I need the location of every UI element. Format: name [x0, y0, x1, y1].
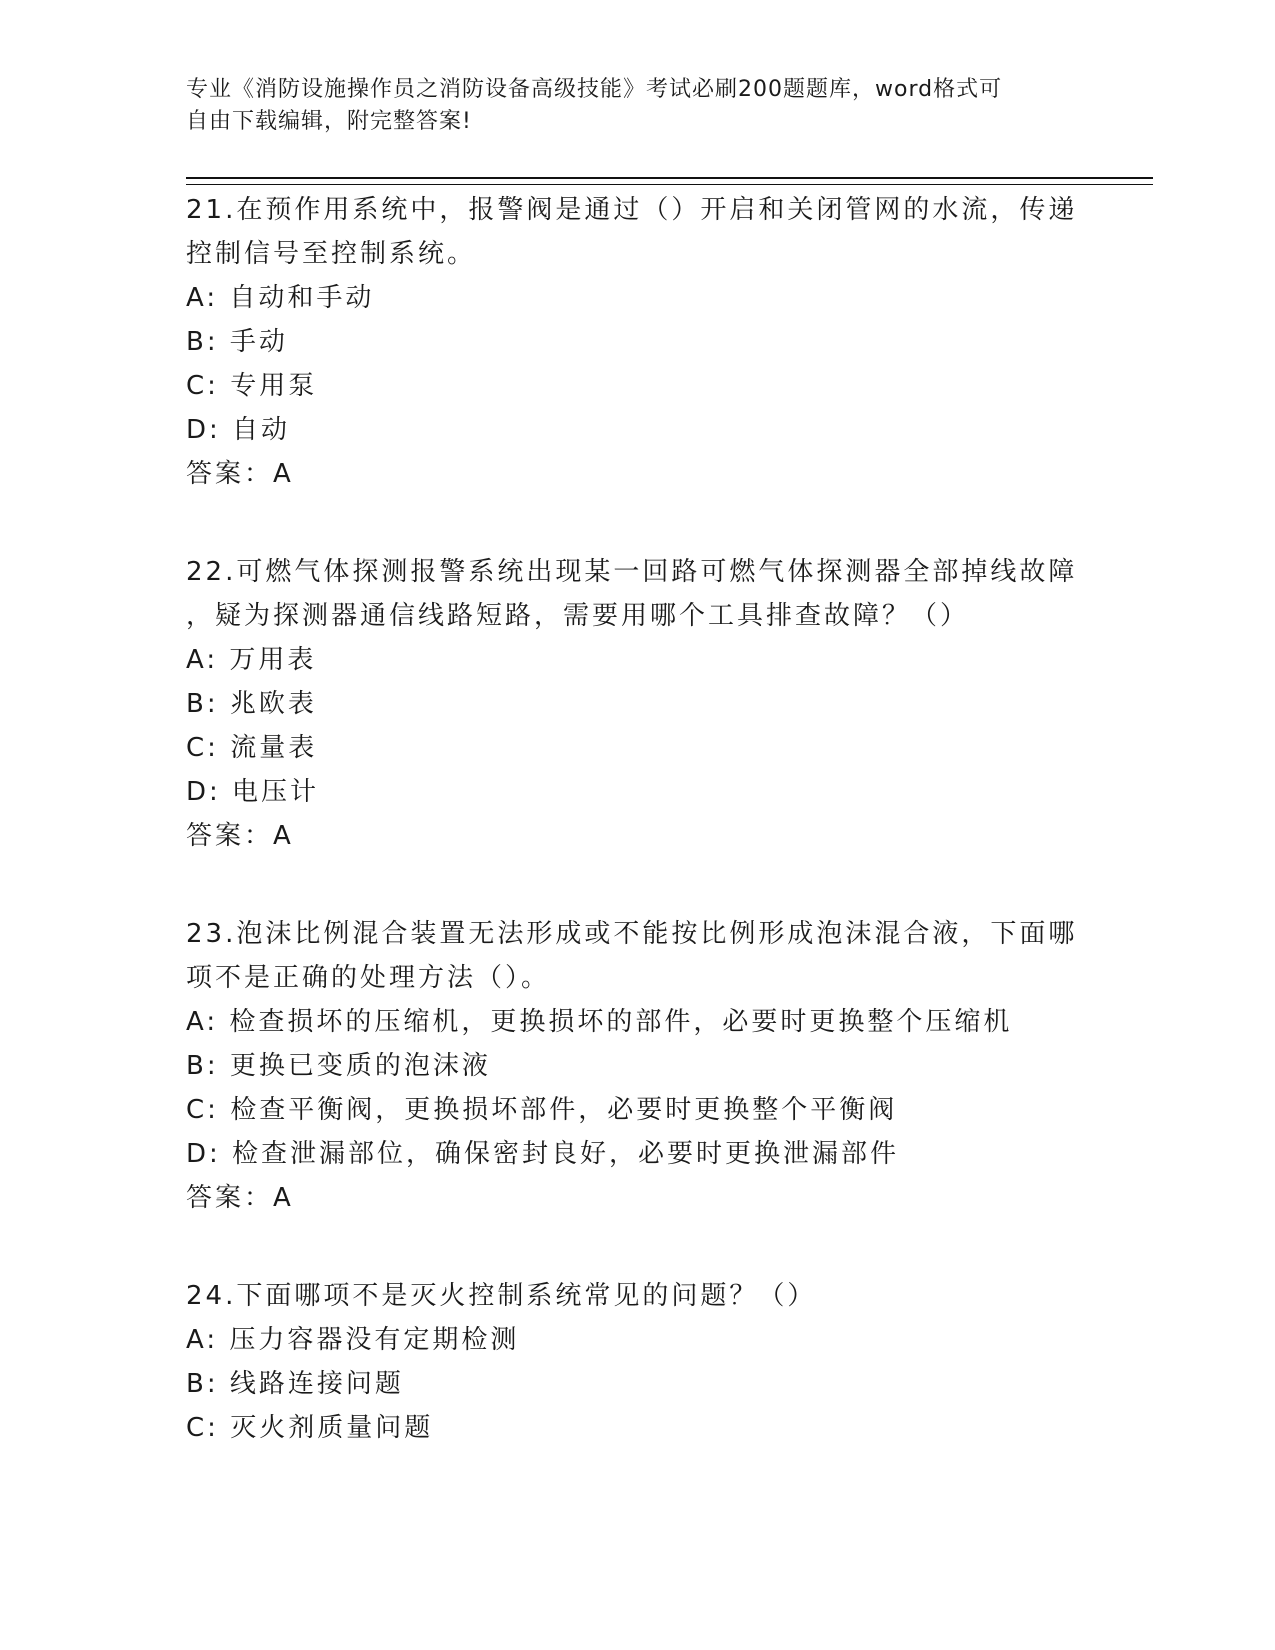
- option-text: 专用泵: [230, 371, 318, 401]
- option-c: [186, 1406, 1086, 1450]
- option-letter: D:: [186, 415, 221, 445]
- option-letter: A:: [186, 645, 219, 675]
- option-text: 检查泄漏部位，确保密封良好，必要时更换泄漏部件: [232, 1139, 900, 1169]
- option-text: 万用表: [229, 645, 317, 675]
- option-text: 流量表: [230, 733, 318, 763]
- option-text: 兆欧表: [229, 689, 317, 719]
- question-stem-line: 控制信号至控制系统。: [186, 239, 477, 269]
- document-header: [186, 74, 1076, 138]
- option-c: [186, 1088, 1086, 1132]
- option-letter: A:: [186, 283, 219, 313]
- option-letter: D:: [186, 1139, 221, 1169]
- option-letter: C:: [186, 733, 219, 763]
- option-letter: C:: [186, 1095, 219, 1125]
- question-stem-line: 22.可燃气体探测报警系统出现某一回路可燃气体探测器全部掉线故障: [186, 557, 1078, 587]
- question-block-24: [186, 1274, 1086, 1450]
- option-d: [186, 1132, 1086, 1176]
- option-letter: B:: [186, 1051, 219, 1081]
- option-letter: C:: [186, 371, 219, 401]
- question-stem: [186, 912, 1086, 1000]
- question-block-22: [186, 550, 1086, 858]
- option-a: [186, 638, 1086, 682]
- option-letter: B:: [186, 689, 219, 719]
- option-a: [186, 276, 1086, 320]
- header-divider-thin: [186, 184, 1153, 185]
- option-text: 检查平衡阀，更换损坏部件，必要时更换整个平衡阀: [230, 1095, 898, 1125]
- option-text: 自动: [232, 415, 291, 445]
- option-text: 线路连接问题: [229, 1369, 404, 1399]
- option-text: 灭火剂质量问题: [230, 1413, 434, 1443]
- option-text: 检查损坏的压缩机，更换损坏的部件，必要时更换整个压缩机: [229, 1007, 1013, 1037]
- answer-label: 答案：A: [186, 1183, 294, 1213]
- option-text: 手动: [229, 327, 288, 357]
- option-d: [186, 770, 1086, 814]
- question-block-23: [186, 912, 1086, 1220]
- question-stem-line: ，疑为探测器通信线路短路，需要用哪个工具排查故障？（）: [186, 601, 970, 631]
- header-divider-thick: [186, 177, 1153, 179]
- option-text: 压力容器没有定期检测: [229, 1325, 520, 1355]
- header-line-2: 自由下载编辑，附完整答案!: [186, 109, 472, 134]
- option-b: [186, 682, 1086, 726]
- question-stem: [186, 1274, 1086, 1318]
- question-stem-line: 项不是正确的处理方法（）。: [186, 963, 551, 993]
- option-letter: A:: [186, 1007, 219, 1037]
- option-b: [186, 1044, 1086, 1088]
- option-a: [186, 1318, 1086, 1362]
- question-stem-line: 24.下面哪项不是灭火控制系统常见的问题？（）: [186, 1281, 817, 1311]
- question-stem-line: 23.泡沫比例混合装置无法形成或不能按比例形成泡沫混合液，下面哪: [186, 919, 1078, 949]
- header-line-1: 专业《消防设施操作员之消防设备高级技能》考试必刷200题题库，word格式可: [186, 77, 1003, 102]
- question-block-21: [186, 188, 1086, 496]
- option-letter: C:: [186, 1413, 219, 1443]
- question-stem-line: 21.在预作用系统中，报警阀是通过（）开启和关闭管网的水流，传递: [186, 195, 1078, 225]
- option-d: [186, 408, 1086, 452]
- option-c: [186, 364, 1086, 408]
- option-text: 电压计: [232, 777, 320, 807]
- option-a: [186, 1000, 1086, 1044]
- option-letter: B:: [186, 1369, 219, 1399]
- option-letter: A:: [186, 1325, 219, 1355]
- option-b: [186, 320, 1086, 364]
- option-b: [186, 1362, 1086, 1406]
- answer-label: 答案：A: [186, 821, 294, 851]
- question-stem: [186, 550, 1086, 638]
- option-text: 自动和手动: [229, 283, 375, 313]
- option-text: 更换已变质的泡沫液: [229, 1051, 491, 1081]
- option-letter: D:: [186, 777, 221, 807]
- question-stem: [186, 188, 1086, 276]
- answer-label: 答案：A: [186, 459, 294, 489]
- option-c: [186, 726, 1086, 770]
- option-letter: B:: [186, 327, 219, 357]
